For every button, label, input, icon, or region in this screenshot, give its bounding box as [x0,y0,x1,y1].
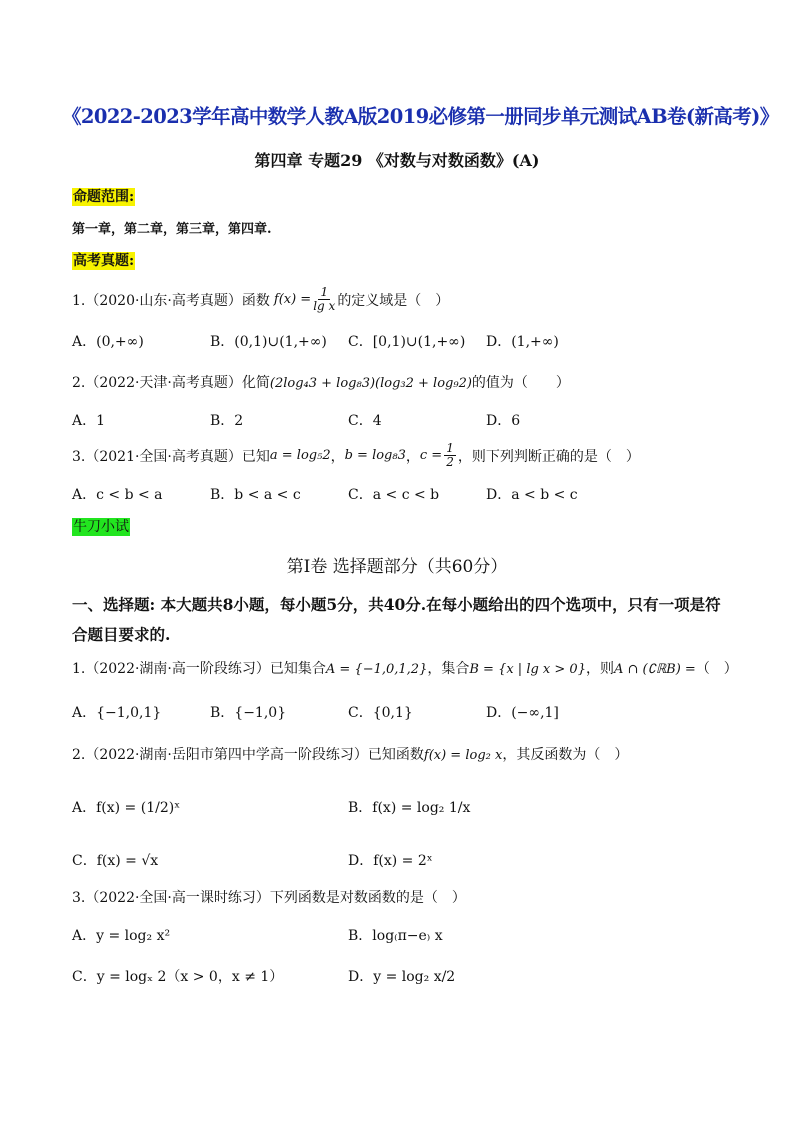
gq3-c-pre: c = [419,448,443,463]
scope-text: 第一章，第二章，第三章，第四章. [72,222,272,237]
gaokao-label-wrap [72,250,135,270]
gq1-option-c: C．[0,1)∪(1,+∞) [348,334,466,350]
gq1-frac-num: 1 [320,285,329,299]
gq1-option-a: A．(0,+∞) [72,334,144,350]
cq1-option-d: D．(−∞,1] [486,705,559,721]
trial-label-wrap [72,516,130,536]
gq3-option-d: D．a < b < c [486,487,578,503]
gq2-option-d: D．6 [486,413,521,429]
cq2-stem-b: ，其反函数为（ ） [502,747,629,763]
gaokao-label: 高考真题: [73,253,135,269]
gq2-option-c: C．4 [348,413,382,429]
cq1-option-a: A．{−1,0,1} [72,705,162,721]
cq1-option-c: C．{0,1} [348,705,413,721]
choice-question-3: 3.（2022·全国·高一课时练习）下列函数是对数函数的是（ ） [72,890,466,906]
gaokao-question-1 [72,286,449,313]
cq3-option-a: A．y = log₂ x² [72,928,171,944]
gq2-option-a: A．1 [72,413,106,429]
gaokao-question-2 [72,372,570,392]
cq2-option-d: D．f(x) = 2ˣ [348,853,433,869]
gaokao-question-3: 3.（2021·全国·高考真题）已知 a = log₅2 ， b = log₈3 ， c = $\frac{1}{2}$ ，则下列判断正确的是（ ） [72,441,640,469]
section-instruction: 一、选择题: 本大题共8小题，每小题5分，共40分.在每小题给出的四个选项中，只有一项是符合题目要求的. [72,595,721,644]
gq3-c-fraction [444,442,456,469]
gq3-b: b = log₈3 [344,448,406,463]
document-subtitle: 第四章 专题29 《对数与对数函数》(A) [254,151,540,170]
cq3-option-c: C．y = logₓ 2（x > 0，x ≠ 1） [72,969,284,985]
cq1-stem-a: 1.（2022·湖南·高一阶段练习）已知集合 [72,661,326,677]
cq1-mid2: ，则 [585,661,614,677]
gq2-option-b: B．2 [210,413,244,429]
gq3-a: a = log₅2 [269,448,331,463]
gq3-option-a: A．c < b < a [72,487,163,503]
cq2-option-c: C．f(x) = √x [72,853,159,869]
gq1-stem-a: 1.（2020·山东·高考真题）函数 [72,292,270,309]
gq2-expression: (2log₄3 + log₈3)(log₃2 + log₉2) [269,376,472,391]
scope-label: 命题范围: [73,189,135,205]
cq1-option-b: B．{−1,0} [210,705,287,721]
choice-question-1 [72,658,738,678]
cq1-stem-b: （ ） [695,661,738,677]
gq3-stem-a: 3.（2021·全国·高考真题）已知 [72,448,270,465]
document-title: 《2022-2023学年高中数学人教A版2019必修第一册同步单元测试AB卷(新高考)》 [62,105,779,128]
cq1-expression: A ∩ (∁ℝB) = [613,662,696,677]
cq1-mid: ，集合 [427,661,470,677]
gq1-option-b: B．(0,1)∪(1,+∞) [210,334,327,350]
gq3-stem-b: ，则下列判断正确的是（ ） [457,448,640,465]
choice-question-2 [72,744,628,764]
gq1-option-d: D．(1,+∞) [486,334,559,350]
gq1-fraction [313,286,335,313]
scope-label-wrap [72,186,135,206]
gq2-stem-a: 2.（2022·天津·高考真题）化简 [72,375,270,391]
cq1-set-b: B = {x | lg x > 0} [469,662,586,677]
section-title: 第Ⅰ卷 选择题部分（共60分） [286,557,508,577]
trial-label: 牛刀小试 [73,519,129,535]
gq3-option-c: C．a < c < b [348,487,440,503]
gq2-stem-b: 的值为（ ） [471,375,570,391]
cq2-option-b: B．f(x) = log₂ 1/x [348,800,471,816]
cq2-function: f(x) = log₂ x [423,748,503,763]
gq3-option-b: B．b < a < c [210,487,301,503]
cq3-option-d: D．y = log₂ x/2 [348,969,456,985]
cq2-stem-a: 2.（2022·湖南·岳阳市第四中学高一阶段练习）已知函数 [72,747,424,763]
gq3-c-den: 2 [446,455,454,469]
cq3-option-b: B．log₍π−e₎ x [348,928,443,944]
gq1-stem-b: 的定义域是（ ） [337,292,450,309]
gq1-function: f(x) = [273,292,312,307]
cq1-set-a: A = {−1,0,1,2} [325,662,428,677]
gq3-c-num: 1 [446,441,454,455]
cq2-option-a: A．f(x) = (1/2)ˣ [72,800,181,816]
gq1-frac-den: lg x [313,299,336,313]
